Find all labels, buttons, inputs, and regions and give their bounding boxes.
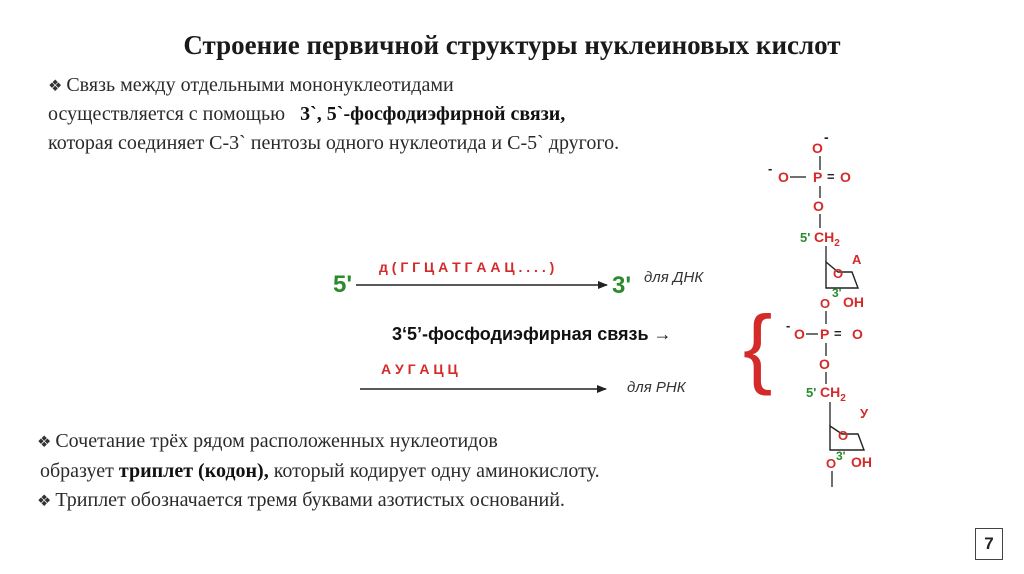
ring-o-atom: O: [838, 428, 849, 443]
three-prime-label: 3': [612, 272, 632, 299]
ring-o-atom: O: [833, 266, 844, 281]
curly-brace: {: [743, 297, 773, 396]
o-atom: O: [813, 198, 824, 214]
p-atom: P: [813, 169, 823, 185]
para2-line1: [37, 430, 498, 453]
bond-label: 3‘5’-фосфодиэфирная связь →: [392, 324, 672, 344]
para2-line3: [37, 489, 565, 512]
page-title: Строение первичной структуры нуклеиновых кислот: [183, 30, 841, 60]
para1-line2-text: осуществляется с помощью: [48, 103, 286, 125]
base-a-label: A: [852, 252, 862, 267]
para1-line3: которая соединяет С-3` пентозы одного нуклеотида и С-5` другого.: [48, 132, 620, 154]
c5-prime-label: 5': [800, 230, 811, 245]
o-atom: O: [852, 326, 863, 342]
minus-sign: -: [786, 318, 791, 333]
para2-line2: [40, 460, 600, 483]
ch2-group: $CH_2$: [820, 384, 846, 404]
c5-prime-label: 5': [806, 385, 817, 400]
triplet-term: триплет (кодон),: [118, 460, 269, 482]
minus-sign: -: [768, 161, 773, 176]
double-bond: =: [834, 326, 842, 341]
para1-bond-term: 3`, 5`-фосфодиэфирной связи,: [300, 103, 566, 125]
para2-line2-pre: образует: [40, 460, 114, 482]
double-bond: =: [827, 169, 835, 184]
p-atom: P: [820, 326, 830, 342]
nucleotide-2: [806, 384, 872, 487]
bullet-icon: ❖: [48, 78, 63, 95]
o-atom: O: [778, 169, 789, 185]
para2-line3-text: Триплет обозначается тремя буквами азотистых оснований.: [55, 489, 565, 511]
oh-group: OH: [851, 454, 872, 470]
bullet-icon: ❖: [37, 434, 52, 451]
o-atom: O: [812, 140, 823, 156]
ch2-group: $CH_2$: [814, 229, 840, 249]
phosphate-group-bottom: [786, 318, 863, 384]
rna-sequence: А У Г А Ц Ц: [381, 361, 458, 377]
minus-sign: -: [824, 129, 829, 145]
dna-sequence: д ( Г Г Ц А Т Г А А Ц . . . . ): [379, 259, 555, 275]
oh-group: OH: [843, 294, 864, 310]
dna-label: для ДНК: [644, 269, 704, 286]
bullet-icon: ❖: [37, 493, 52, 510]
para2-line2-post: который кодирует одну аминокислоту.: [273, 460, 600, 482]
page-number: 7: [975, 528, 1003, 560]
c3-prime-label: 3': [836, 449, 846, 463]
five-prime-label: 5': [333, 271, 353, 298]
o-atom: O: [840, 169, 851, 185]
para1-line1-text: Связь между отдельными мононуклеотидами: [66, 74, 454, 96]
base-u-label: У: [860, 406, 869, 421]
rna-label: для РНК: [627, 379, 686, 396]
c3-prime-label: 3': [832, 286, 842, 300]
o-atom: O: [826, 456, 837, 471]
phosphate-group-top: [768, 129, 851, 228]
o-atom: O: [794, 326, 805, 342]
o-atom: O: [819, 356, 830, 372]
nucleotide-1: [800, 229, 864, 324]
o-atom: O: [820, 296, 831, 311]
para2-line1-text: Сочетание трёх рядом расположенных нуклеотидов: [55, 430, 498, 452]
